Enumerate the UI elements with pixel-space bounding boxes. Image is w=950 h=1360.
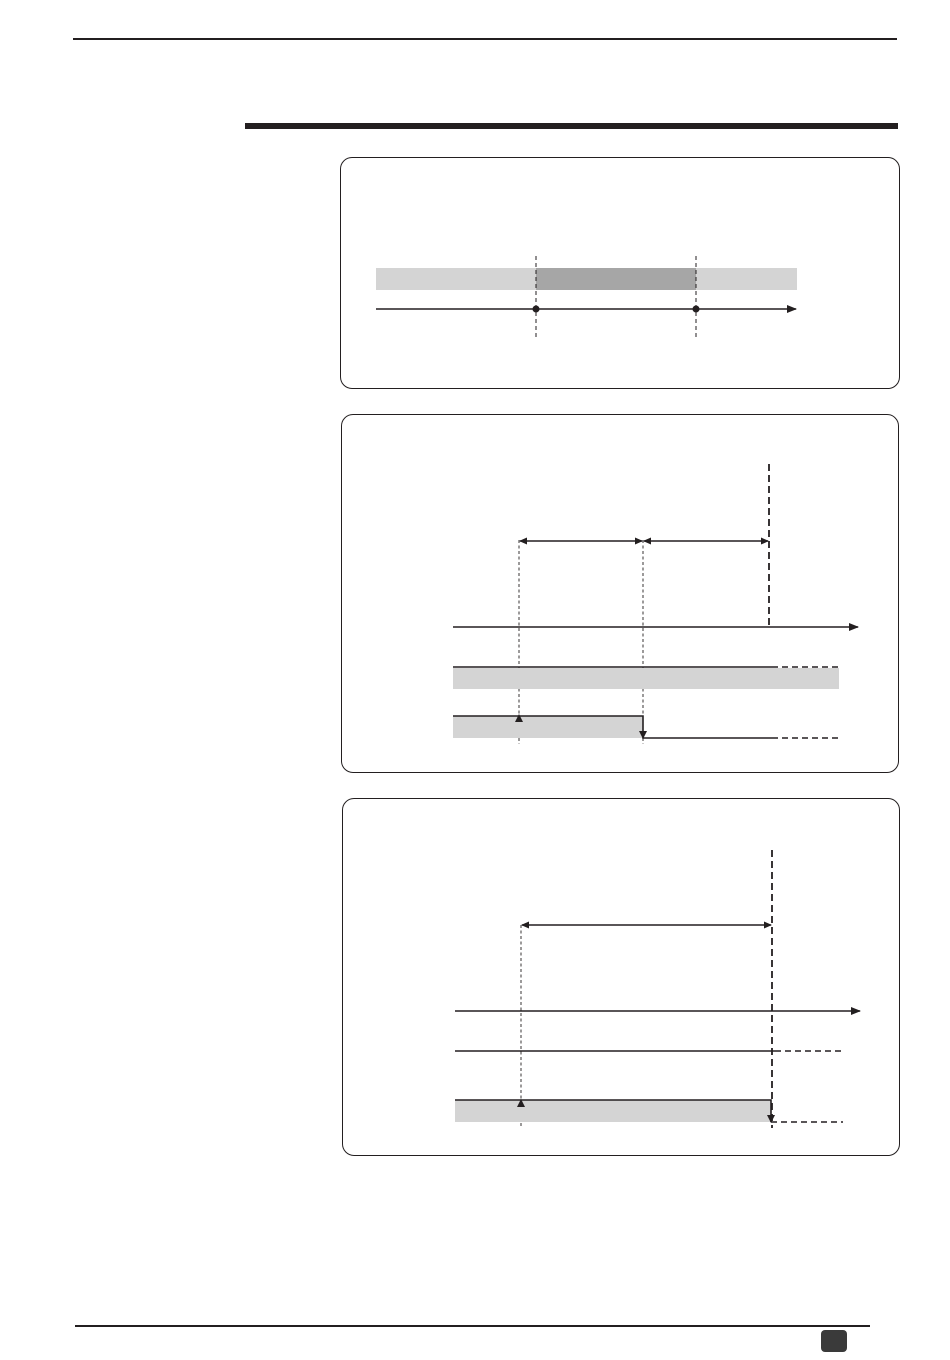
panel-2-signal-a-band: [453, 668, 839, 689]
panel-2-diagram: [453, 464, 858, 744]
panel-3-signal-b-band: [455, 1100, 771, 1122]
panel-1-point-2: [693, 306, 700, 313]
panel-1-point-1: [533, 306, 540, 313]
panel-1-dark-band: [536, 268, 696, 290]
panel-3-diagram: [455, 850, 860, 1128]
panel-2-signal-b-band: [453, 716, 643, 738]
panel-1-diagram: [376, 256, 797, 340]
